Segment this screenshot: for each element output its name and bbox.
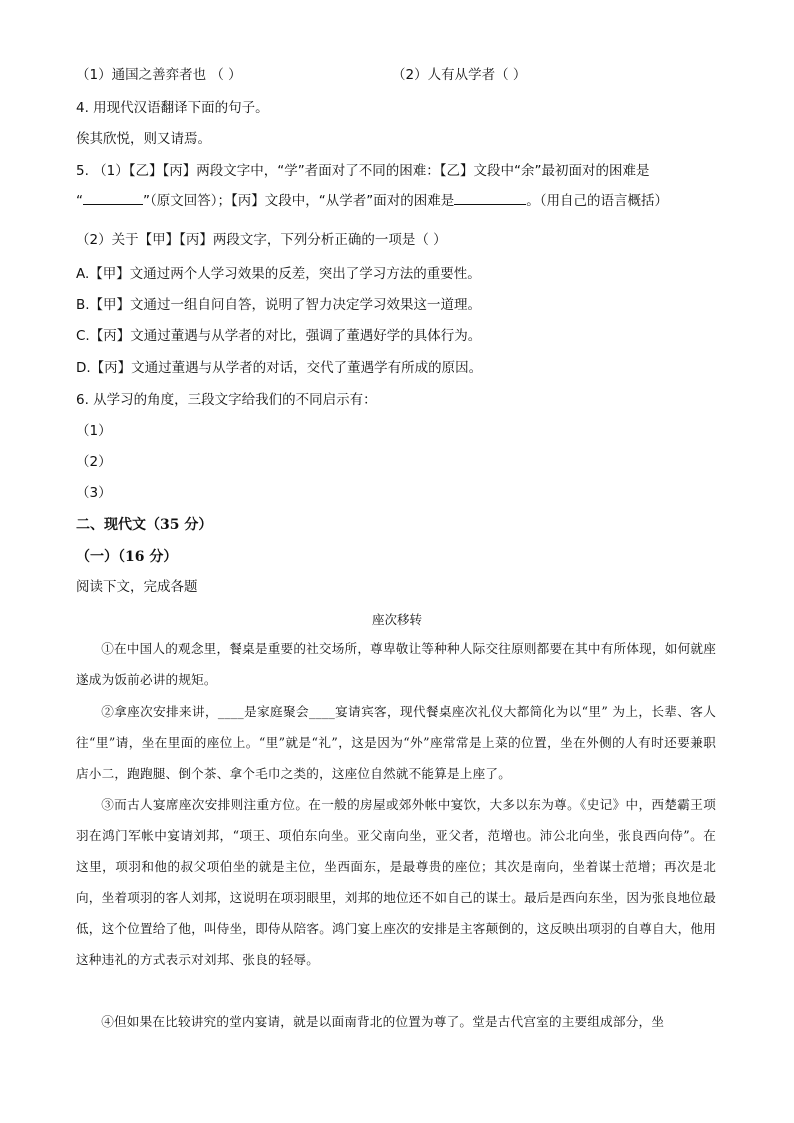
- section-heading: 二、现代文（35 分）: [76, 517, 213, 533]
- q6-item-3: （3）: [76, 485, 112, 501]
- q5-option-c: C.【丙】文通过董遇与从学者的对比，强调了董遇好学的具体行为。: [76, 328, 482, 344]
- q6-prompt: 6. 从学习的角度，三段文字给我们的不同启示有：: [76, 392, 377, 408]
- q5-line2-end: 。（用自己的语言概括）: [526, 193, 668, 209]
- q5-line2: [76, 192, 668, 210]
- q5-option-d: D.【丙】文通过董遇与从学者的对话，交代了董遇学有所成的原因。: [76, 360, 483, 376]
- article-title: 座次移转: [371, 612, 422, 627]
- q5-option-a: A.【甲】文通过两个人学习效果的反差，突出了学习方法的重要性。: [76, 266, 481, 282]
- article-paragraph-4: ④但如果在比较讲究的堂内宴请，就是以面南背北的位置为尊了。堂是古代宫室的主要组成部分，坐: [101, 1014, 665, 1029]
- q4-sentence: 俟其欣悦，则又请焉。: [76, 131, 211, 147]
- q3-sub2: （2）人有从学者（ ）: [392, 67, 527, 83]
- q6-item-1: （1）: [76, 423, 112, 439]
- article-paragraph-3: ③而古人宴席座次安排则注重方位。在一般的房屋或郊外帐中宴饮，大多以东为尊。《史记》中，西楚霸王项羽在鸿门军帐中宴请刘邦，“项王、项伯东向坐。亚父南向坐，亚父者，范增也。沛公北向坐，张良西向侍”。在这里，项羽和他的叔父项伯坐的就是主位，坐西面东，是最尊贵的座位；其次是南向，坐着谋士范增；再次是北向，坐着项羽的客人刘邦，这说明在项羽眼里，刘邦的地位还不如自己的谋士。最后是西向东坐，因为张良地位最低，这个位置给了他，叫侍坐，即侍从陪客。鸿门宴上座次的安排是主客颠倒的，这反映出项羽的自尊自大，他用这种违礼的方式表示对刘邦、张良的轻辱。: [76, 797, 716, 967]
- answer-blank[interactable]: [454, 192, 526, 205]
- q5-sub2: （2）关于【甲】【丙】两段文字，下列分析正确的一项是（ ）: [76, 232, 447, 248]
- section-instruction: 阅读下文，完成各题: [76, 579, 198, 595]
- q5-line1: 5. （1）【乙】【丙】两段文字中，“学”者面对了不同的困难：【乙】文段中“余”最初面对的困难是: [76, 163, 650, 179]
- q3-sub1: （1）通国之善弈者也 （ ）: [76, 67, 242, 83]
- q5-quote-open: “: [76, 193, 83, 209]
- q4-prompt: 4. 用现代汉语翻译下面的句子。: [76, 100, 269, 116]
- q5-option-b: B.【甲】文通过一组自问自答，说明了智力决定学习效果这一道理。: [76, 297, 482, 313]
- answer-blank[interactable]: [83, 192, 143, 205]
- sub-section-heading: （一）（16 分）: [76, 549, 178, 565]
- q6-item-2: （2）: [76, 454, 112, 470]
- article-paragraph-2: ②拿座次安排来讲，____是家庭聚会____宴请宾客，现代餐桌座次礼仪大都简化为以“里” 为上，长辈、客人往“里”请，坐在里面的座位上。“里”就是“礼”，这是因为“外”座常常是上菜的位置，坐在外侧的人有时还要兼职店小二，跑跑腿、倒个茶、拿个毛巾之类的，这座位自然就不能算是上座了。: [76, 704, 716, 781]
- q5-line2-mid: ”（原文回答）；【丙】文段中，“从学者”面对的困难是: [143, 193, 455, 209]
- article-paragraph-1: ①在中国人的观念里，餐桌是重要的社交场所，尊卑敬让等种种人际交往原则都要在其中有所体现，如何就座遂成为饭前必讲的规矩。: [76, 641, 716, 687]
